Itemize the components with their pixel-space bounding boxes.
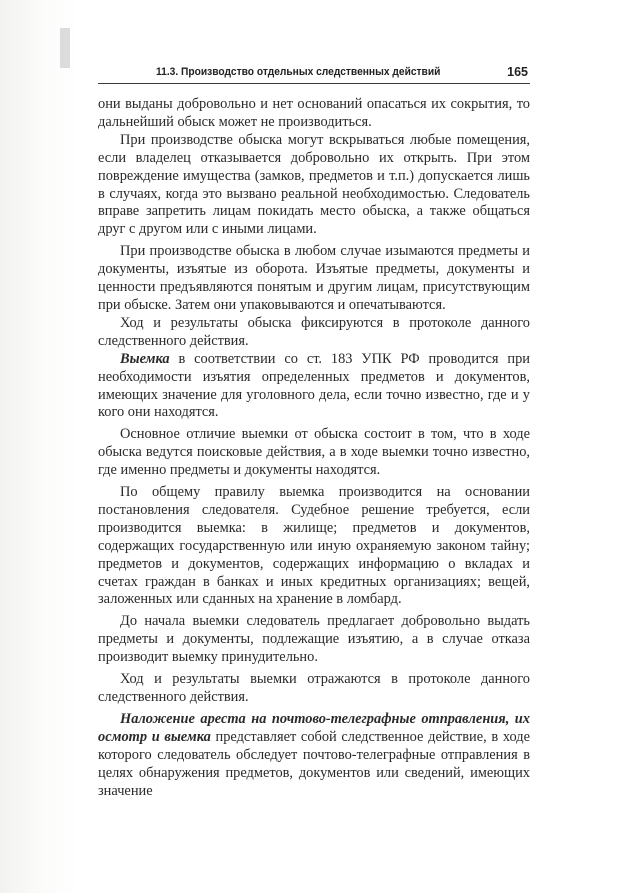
scan-artifact (60, 28, 70, 68)
defined-term: Наложение ареста на почтово-телеграфные отправления, их осмотр и выемка (98, 710, 530, 745)
paragraph: Наложение ареста на почтово-телеграфные отправления, их осмотр и выемка представляет собой следственное действие, в ходе которого следователь обследует почтово-телеграфные отправления в целях обнаружения предметов, документов или сведений, имеющих значение (98, 710, 530, 799)
paragraph: При производстве обыска в любом случае изымаются предметы и документы, изъятые из оборота. Изъятые предметы, документы и ценности предъявляются понятым и другим лицам, присутствующим при обыске. Затем они упаковываются и опечатываются. (98, 243, 530, 313)
paragraph: Ход и результаты обыска фиксируются в протоколе данного следственного действия. (98, 314, 530, 349)
paragraph: Основное отличие выемки от обыска состоит в том, что в ходе обыска ведутся поисковые действия, а в ходе выемки точно известно, где именно предметы и документы находятся. (98, 426, 530, 479)
paragraph: Выемка в соответствии со ст. 183 УПК РФ проводится при необходимости изъятия определенных предметов и документов, имеющих значение для уголовного дела, если точно известно, где и у кого они находятся. (98, 350, 530, 421)
chapter-title: 11.3. Производство отдельных следственных действий (156, 66, 441, 78)
paragraph: Ход и результаты выемки отражаются в протоколе данного следственного действия. (98, 671, 530, 705)
page-number: 165 (507, 65, 528, 79)
running-header (98, 64, 530, 84)
paragraph: При производстве обыска могут вскрываться любые помещения, если владелец отказывается добровольно их открыть. При этом повреждение имущества (замков, предметов и т.п.) допускается лишь в случаях, когда это вызвано реальной необходимостью. Следователь вправе запретить лицам покидать место обыска, а также общаться друг с другом или с иными лицами. (98, 131, 530, 238)
page-body (98, 96, 530, 800)
paragraph: По общему правилу выемка производится на основании постановления следователя. Судебное решение требуется, если производится выемка: в жилище; предметов и документов, содержащих государственную или иную охраняемую законом тайну; предметов и документов, содержащих информацию о вкладах и счетах граждан в банках и иных кредитных организациях; вещей, заложенных или сданных на хранение в ломбард. (98, 484, 530, 608)
paragraph: До начала выемки следователь предлагает добровольно выдать предметы и документы, подлежащие изъятию, а в случае отказа производит выемку принудительно. (98, 613, 530, 666)
defined-term: Выемка (120, 350, 170, 367)
paragraph: они выданы добровольно и нет оснований опасаться их сокрытия, то дальнейший обыск может не производиться. (98, 96, 530, 130)
